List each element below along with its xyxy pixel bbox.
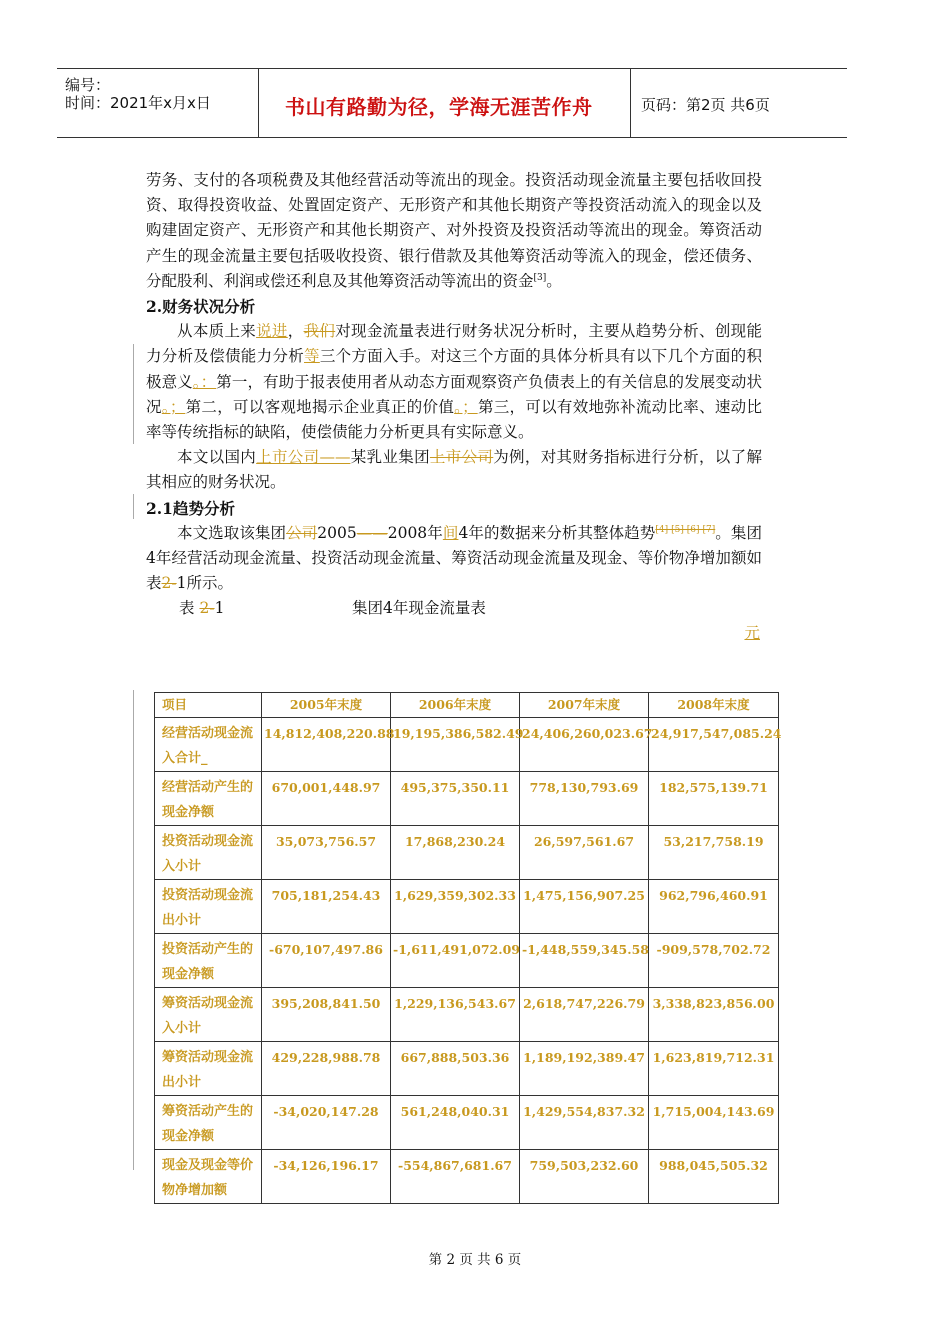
row-label: 投资活动产生的现金净额	[155, 934, 262, 988]
table-cell-value: 988,045,505.32	[649, 1150, 779, 1204]
table-cell-value: 24,917,547,085.24	[649, 718, 779, 772]
row-label: 经营活动现金流入合计_	[155, 718, 262, 772]
table-cell-value: 1,715,004,143.69	[649, 1096, 779, 1150]
table-cell-value: -1,611,491,072.09	[391, 934, 520, 988]
table-row	[155, 826, 779, 880]
caption-title: 集团4年现金流量表	[352, 599, 486, 618]
table-cell-value: 35,073,756.57	[262, 826, 391, 880]
table-row	[155, 1096, 779, 1150]
table-header-cell: 项目	[155, 693, 262, 718]
table-cell-value: 667,888,503.36	[391, 1042, 520, 1096]
paragraph-company: 本文以国内上市公司——某乳业集团上市公司为例，对其财务指标进行分析，以了解其相应的财务状况。	[146, 448, 762, 492]
row-label: 筹资活动现金流出小计	[155, 1042, 262, 1096]
table-cell-value: -34,020,147.28	[262, 1096, 391, 1150]
table-header-cell: 2008年末度	[649, 693, 779, 718]
table-cell-value: 1,623,819,712.31	[649, 1042, 779, 1096]
row-label: 现金及现金等价物净增加额	[155, 1150, 262, 1204]
table-header-cell: 2007年末度	[520, 693, 649, 718]
change-bar	[133, 494, 134, 519]
table-cell-value: 14,812,408,220.88	[262, 718, 391, 772]
row-label: 筹资活动现金流入小计	[155, 988, 262, 1042]
table-cell-value: 3,338,823,856.00	[649, 988, 779, 1042]
table-cell-value: 395,208,841.50	[262, 988, 391, 1042]
table-row	[155, 1042, 779, 1096]
header-motto-cell	[259, 69, 631, 137]
table-cell-value: 495,375,350.11	[391, 772, 520, 826]
subsection-heading: 2.1趋势分析	[146, 498, 235, 518]
table-cell-value: 1,189,192,389.47	[520, 1042, 649, 1096]
table-cell-value: -909,578,702.72	[649, 934, 779, 988]
table-cell-value: 670,001,448.97	[262, 772, 391, 826]
change-bar	[133, 690, 134, 1170]
table-row	[155, 718, 779, 772]
unit-row	[146, 621, 762, 646]
row-label: 筹资活动产生的现金净额	[155, 1096, 262, 1150]
table-row	[155, 772, 779, 826]
table-row	[155, 934, 779, 988]
table-header-cell: 2005年末度	[262, 693, 391, 718]
table-header-row	[155, 693, 779, 718]
table-cell-value: 1,475,156,907.25	[520, 880, 649, 934]
paragraph-cashflow-intro: 劳务、支付的各项税费及其他经营活动等流出的现金。投资活动现金流量主要包括收回投资、取得投资收益、处置固定资产、无形资产和其他长期资产等投资活动流入的现金以及购建固定资产、无形资产和其他长期资产、对外投资及投资活动等流出的现金。筹资活动产生的现金流量主要包括吸收投资、银行借款及其他筹资活动等流入的现金，偿还债务、分配股利、利润或偿还利息及其他筹资活动等流出的资金[3]。	[146, 171, 762, 290]
table-cell-value: 19,195,386,582.49	[391, 718, 520, 772]
unit-label: 元	[744, 624, 760, 643]
page-number-label: 页码：第2页 共6页	[641, 96, 770, 114]
caption-prefix: 表	[179, 599, 195, 618]
table-cell-value: -34,126,196.17	[262, 1150, 391, 1204]
table-cell-value: 17,868,230.24	[391, 826, 520, 880]
table-cell-value: 53,217,758.19	[649, 826, 779, 880]
table-cell-value: 429,228,988.78	[262, 1042, 391, 1096]
row-label: 经营活动产生的现金净额	[155, 772, 262, 826]
table-cell-value: 24,406,260,023.67	[520, 718, 649, 772]
table-cell-value: 1,229,136,543.67	[391, 988, 520, 1042]
cashflow-table	[154, 692, 782, 1204]
motto: 书山有路勤为径，学海无涯苦作舟	[285, 95, 593, 119]
table-cell-value: 561,248,040.31	[391, 1096, 520, 1150]
table-cell-value: 26,597,561.67	[520, 826, 649, 880]
table-caption	[146, 596, 762, 621]
paragraph-trend: 本文选取该集团公司2005——2008年间4年的数据来分析其整体趋势[4] [5] [6] [7]。集团4年经营活动现金流量、投资活动现金流量、筹资活动现金流量及现金、等价物净增加额如表2-1所示。	[146, 523, 762, 593]
row-label: 投资活动现金流出小计	[155, 880, 262, 934]
caption-number: 1	[214, 599, 225, 618]
number-label: 编号：	[65, 76, 111, 94]
header-meta-cell	[57, 69, 259, 137]
table-cell-value: 1,429,554,837.32	[520, 1096, 649, 1150]
page-footer: 第 2 页 共 6 页	[428, 1252, 522, 1268]
table-cell-value: 705,181,254.43	[262, 880, 391, 934]
header-page-cell	[631, 69, 847, 137]
table-cell-value: -670,107,497.86	[262, 934, 391, 988]
table-cell-value: 962,796,460.91	[649, 880, 779, 934]
table-row	[155, 880, 779, 934]
table-row	[155, 988, 779, 1042]
row-label: 投资活动现金流入小计	[155, 826, 262, 880]
table-cell-value: 1,629,359,302.33	[391, 880, 520, 934]
table-header-cell: 2006年末度	[391, 693, 520, 718]
table-cell-value: -1,448,559,345.58	[520, 934, 649, 988]
document-body	[146, 168, 762, 646]
section-heading: 2.财务状况分析	[146, 297, 256, 317]
paragraph-analysis: 从本质上来说进，我们对现金流量表进行财务状况分析时，主要从趋势分析、创现能力分析及偿债能力分析等三个方面入手。对这三个方面的具体分析具有以下几个方面的积极意义。：第一，有助于报表使用者从动态方面观察资产负债表上的有关信息的发展变动状况。；第二，可以客观地揭示企业真正的价值。；第三，可以有效地弥补流动比率、速动比率等传统指标的缺陷，使偿债能力分析更具有实际意义。	[146, 322, 762, 442]
change-bar	[133, 344, 134, 444]
table-cell-value: 778,130,793.69	[520, 772, 649, 826]
time-label: 时间：2021年x月x日	[65, 94, 211, 112]
table-cell-value: -554,867,681.67	[391, 1150, 520, 1204]
table-cell-value: 182,575,139.71	[649, 772, 779, 826]
table-cell-value: 759,503,232.60	[520, 1150, 649, 1204]
page-header	[57, 68, 847, 138]
table-cell-value: 2,618,747,226.79	[520, 988, 649, 1042]
table-row	[155, 1150, 779, 1204]
caption-deleted: 2-	[199, 599, 215, 618]
